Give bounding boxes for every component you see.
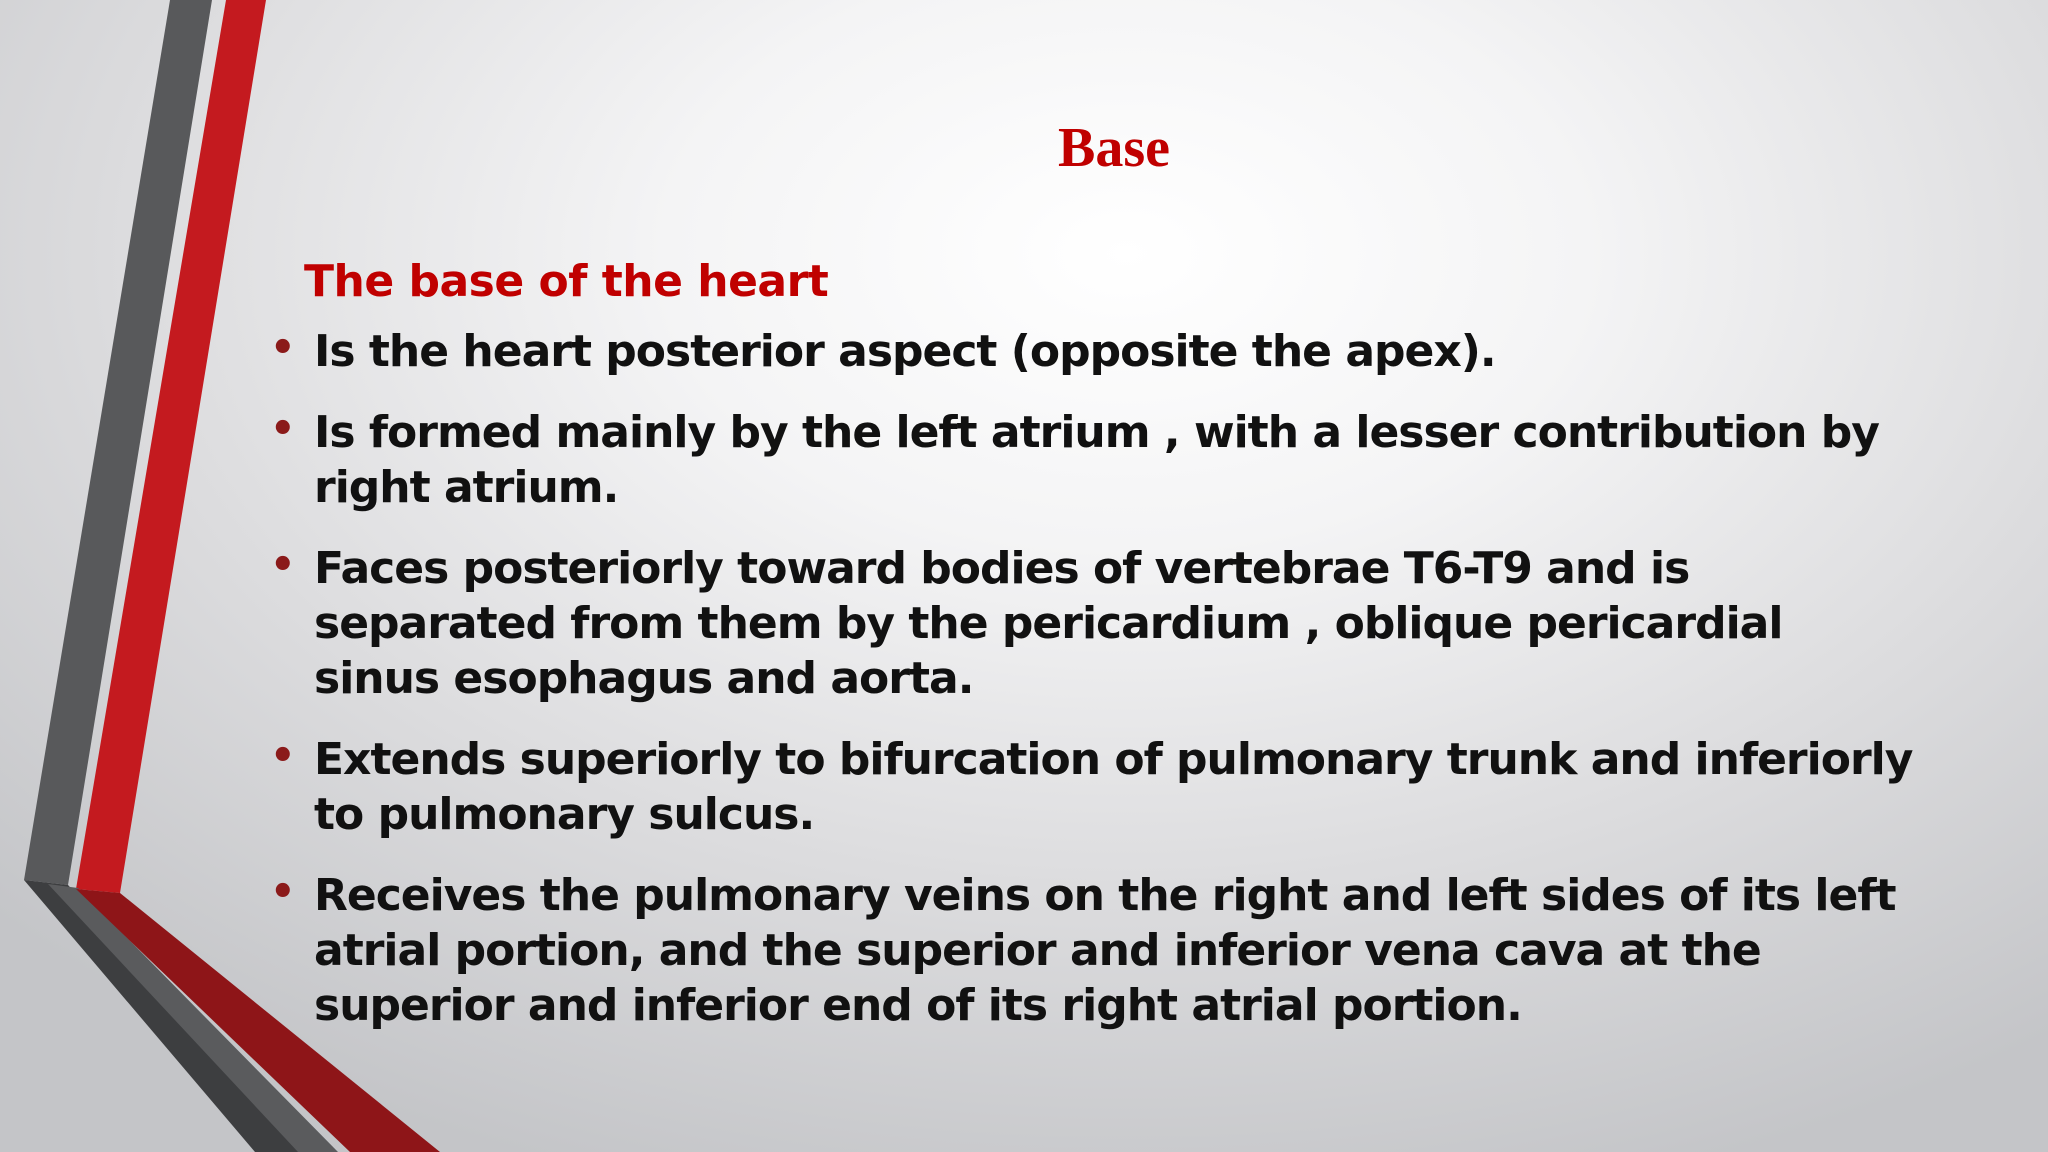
bullet-dot-icon: • — [270, 733, 295, 779]
bullet-dot-icon: • — [270, 406, 295, 452]
bullet-item — [270, 868, 1920, 1033]
bullet-dot-icon: • — [270, 542, 295, 588]
bullet-item — [270, 541, 1920, 706]
bullet-text: Faces posteriorly toward bodies of vertebrae T6-T9 and is separated from them by the pericardium , oblique pericardial sinus esophagus and aorta. — [314, 543, 1783, 704]
bullet-item — [270, 405, 1920, 515]
bullet-item — [270, 324, 1920, 379]
bullet-text: Is formed mainly by the left atrium , with a lesser contribution by right atrium. — [314, 407, 1879, 513]
slide-content — [270, 246, 1920, 1059]
subheading: The base of the heart — [304, 256, 829, 307]
bullet-dot-icon: • — [270, 325, 295, 371]
bullet-text: Is the heart posterior aspect (opposite the apex). — [314, 326, 1496, 377]
bullet-dot-icon: • — [270, 869, 295, 915]
bullet-text: Extends superiorly to bifurcation of pulmonary trunk and inferiorly to pulmonary sulcus. — [314, 734, 1913, 840]
bullet-list — [270, 324, 1920, 1033]
slide-title: Base — [1058, 117, 1170, 179]
bullet-text: Receives the pulmonary veins on the right and left sides of its left atrial portion, and the superior and inferior vena cava at the superior and inferior end of its right atrial portion. — [314, 870, 1896, 1031]
bullet-item — [270, 732, 1920, 842]
